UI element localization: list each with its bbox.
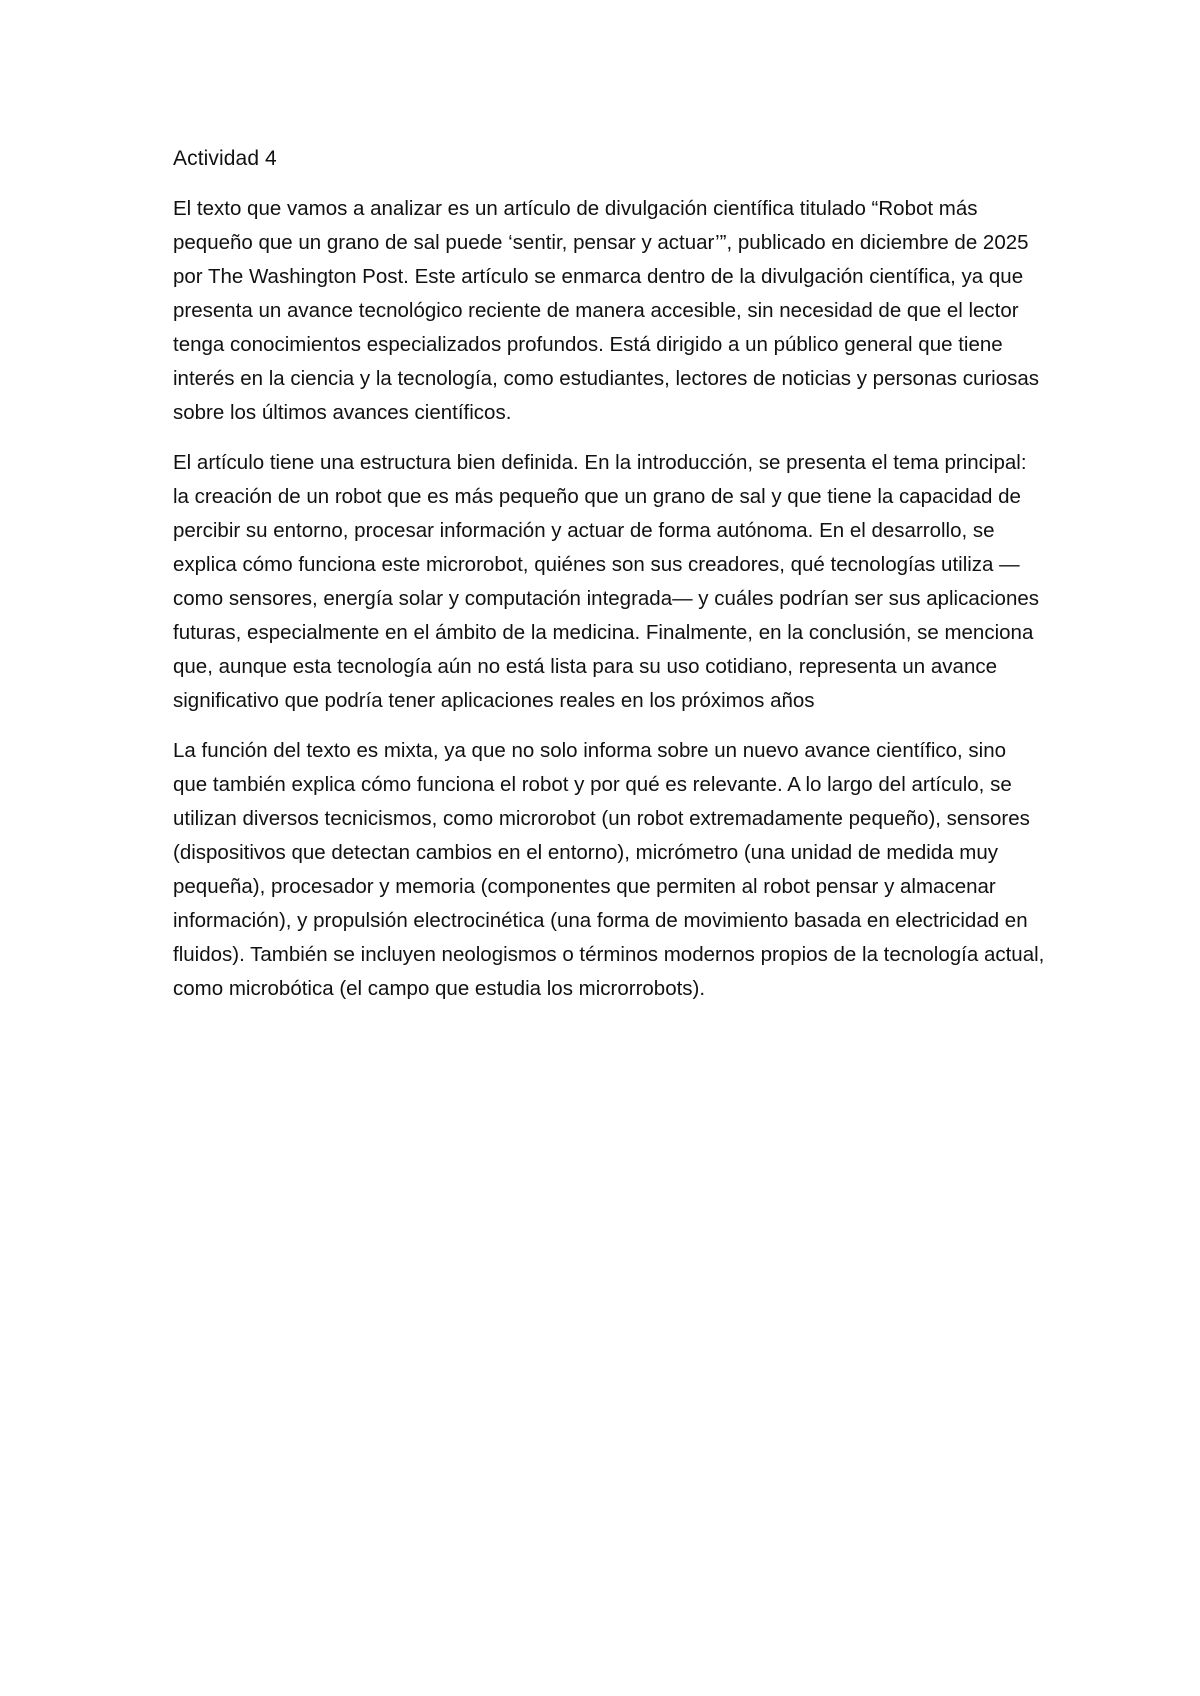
document-title: Actividad 4	[173, 147, 277, 170]
paragraph-2: El artículo tiene una estructura bien definida. En la introducción, se presenta el tema principal: la creación de un robot que es más pequeño que un grano de sal y que tiene la capacidad de percibir su entorno, procesar información y actuar de forma autónoma. En el desarrollo, se explica cómo funciona este microrobot, quiénes son sus creadores, qué tecnologías utiliza —como sensores, energía solar y computación integrada— y cuáles podrían ser sus aplicaciones futuras, especialmente en el ámbito de la medicina. Finalmente, en la conclusión, se menciona que, aunque esta tecnología aún no está lista para su uso cotidiano, representa un avance significativo que podría tener aplicaciones reales en los próximos años	[173, 451, 1040, 712]
document-body	[173, 142, 1045, 1022]
paragraph-1: El texto que vamos a analizar es un artículo de divulgación científica titulado “Robot más pequeño que un grano de sal puede ‘sentir, pensar y actuar’”, publicado en diciembre de 2025 por The Washington Post. Este artículo se enmarca dentro de la divulgación científica, ya que presenta un avance tecnológico reciente de manera accesible, sin necesidad de que el lector tenga conocimientos especializados profundos. Está dirigido a un público general que tiene interés en la ciencia y la tecnología, como estudiantes, lectores de noticias y personas curiosas sobre los últimos avances científicos.	[173, 197, 1040, 424]
paragraph-3: La función del texto es mixta, ya que no solo informa sobre un nuevo avance científico, sino que también explica cómo funciona el robot y por qué es relevante. A lo largo del artículo, se utilizan diversos tecnicismos, como microrobot (un robot extremadamente pequeño), sensores (dispositivos que detectan cambios en el entorno), micrómetro (una unidad de medida muy pequeña), procesador y memoria (componentes que permiten al robot pensar y almacenar información), y propulsión electrocinética (una forma de movimiento basada en electricidad en fluidos). También se incluyen neologismos o términos modernos propios de la tecnología actual, como microbótica (el campo que estudia los microrrobots).	[173, 739, 1045, 1000]
